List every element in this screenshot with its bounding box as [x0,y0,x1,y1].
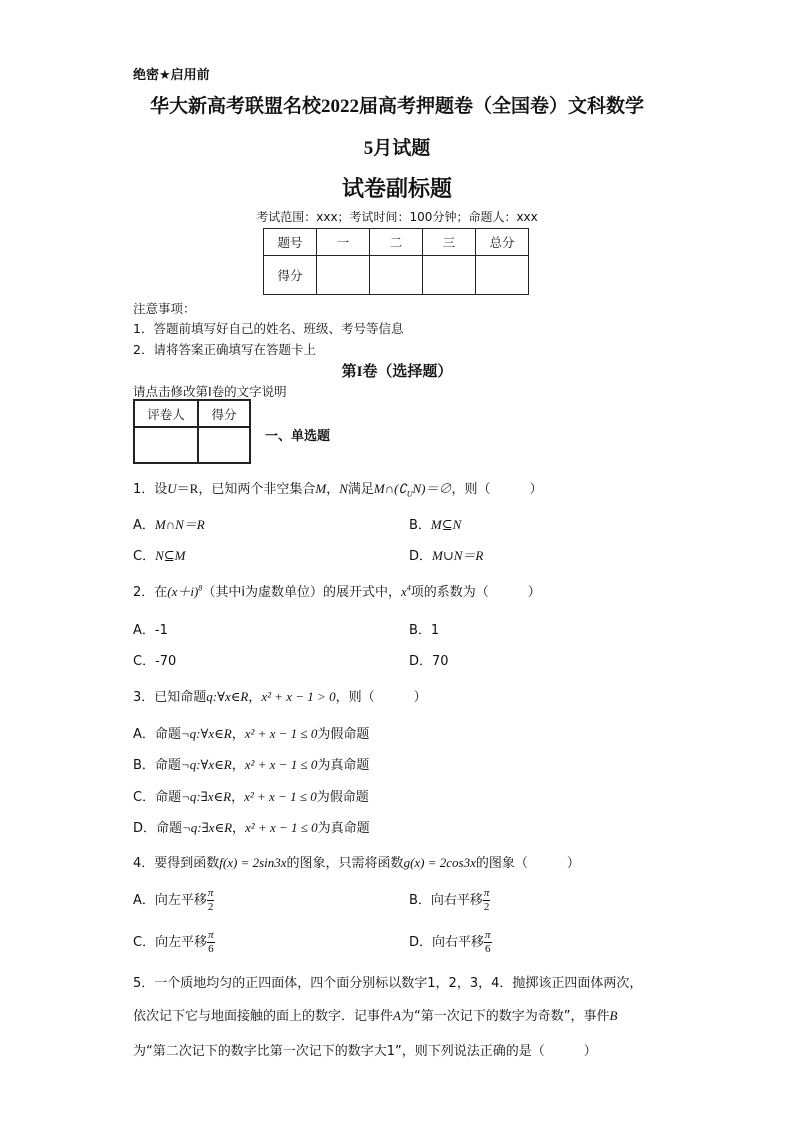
grader-table [133,399,251,464]
grader-cell [134,427,198,463]
question-5-line-1: 5．一个质地均匀的正四面体，四个面分别标以数字1，2，3，4．抛掷该正四面体两次， [133,976,643,991]
score-header-cell: 一 [317,229,370,256]
question-3-option-b[interactable]: B．命题¬q:∀x∈R，x² + x − 1 ≤ 0为真命题 [133,757,370,773]
question-1-option-b[interactable]: B．M⊆N [409,517,462,533]
question-2-option-a[interactable]: A．-1 [133,623,168,638]
question-1-stem: 1．设U＝R，已知两个非空集合M，N满足$M\cap(∁_UN)=\emptyset$，则（ ） [133,481,543,499]
score-row-label: 得分 [264,256,317,295]
question-2-option-d[interactable]: D．70 [409,654,449,669]
question-1-option-c[interactable]: C．N⊆M [133,548,186,564]
score-cell [317,256,370,295]
grader-header-cell: 评卷人 [134,400,198,427]
exam-subtitle: 试卷副标题 [341,177,452,202]
score-cell [423,256,476,295]
notes-item: 1．答题前填写好自己的姓名、班级、考号等信息 [133,321,404,336]
question-2-option-c[interactable]: C．-70 [133,654,177,669]
question-1-option-a[interactable]: A．M∩N＝R [133,517,205,533]
score-header-cell: 题号 [264,229,317,256]
question-5-line-3: 为“第二次记下的数字比第一次记下的数字大1”，则下列说法正确的是（ ） [133,1044,597,1059]
question-5-line-2: 依次记下它与地面接触的面上的数字．记事件A为“第一次记下的数字为奇数”，事件B [133,1008,618,1024]
question-4-stem: 4．要得到函数f(x) = 2sin3x的图象，只需将函数g(x) = 2cos3x的图象（ ） [133,855,580,871]
fraction: $\frac{\pi}{6}$ [485,929,491,955]
question-3-option-a[interactable]: A．命题¬q:∀x∈R，x² + x − 1 ≤ 0为假命题 [133,726,370,742]
grader-header-cell: 得分 [198,400,250,427]
question-3-stem: 3．已知命题q:∀x∈R，x² + x − 1 > 0，则（ ） [133,689,427,705]
question-4-option-c[interactable]: C．向左平移 $\frac{\pi}{6}$ [133,929,214,955]
question-3-option-d[interactable]: D．命题¬q:∃x∈R，x² + x − 1 ≤ 0为真命题 [133,820,370,836]
fraction: $\frac{\pi}{6}$ [208,929,214,955]
question-2-stem: 2．在$(x+i)^8$（其中i为虚数单位）的展开式中，$x^4$项的系数为（ ） [133,583,541,600]
score-table [263,228,529,295]
question-1-option-d[interactable]: D．M∪N＝R [409,548,484,564]
question-4-option-d[interactable]: D．向右平移 $\frac{\pi}{6}$ [409,929,491,955]
exam-title-line1: 华大新高考联盟名校2022届高考押题卷（全国卷）文科数学 [149,96,644,117]
exam-info: 考试范围：xxx；考试时间：100分钟；命题人：xxx [256,210,538,224]
exam-title-line2: 5月试题 [363,138,431,159]
notes-item: 2．请将答案正确填写在答题卡上 [133,342,316,357]
score-cell [476,256,529,295]
question-2-option-b[interactable]: B．1 [409,623,440,638]
fraction: $\frac{\pi}{2}$ [207,887,214,913]
section-title: 第I卷（选择题） [341,364,453,380]
question-4-option-a[interactable]: A．向左平移 $\frac{\pi}{2}$ [133,887,214,913]
part-title: 一、单选题 [265,429,331,444]
question-3-option-c[interactable]: C．命题¬q:∃x∈R，x² + x − 1 ≤ 0为假命题 [133,789,369,805]
score-header-cell: 三 [423,229,476,256]
section-instruction: 请点击修改第I卷的文字说明 [133,384,287,399]
grader-cell [198,427,250,463]
fraction: $\frac{\pi}{2}$ [483,887,490,913]
notes-title: 注意事项： [133,301,196,316]
score-header-cell: 二 [370,229,423,256]
secret-mark: 绝密★启用前 [133,68,210,83]
score-cell [370,256,423,295]
question-4-option-b[interactable]: B．向右平移 $\frac{\pi}{2}$ [409,887,490,913]
score-header-cell: 总分 [476,229,529,256]
